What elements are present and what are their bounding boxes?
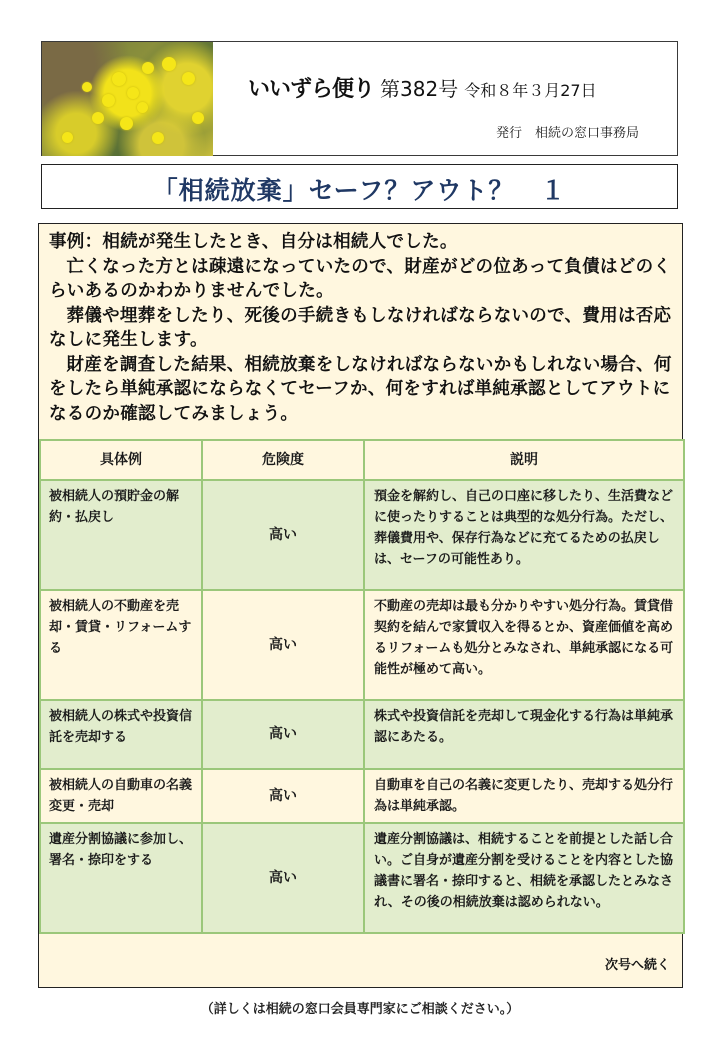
issue-date: 令和８年３月27日: [464, 81, 597, 100]
risk-cell: 高い: [202, 480, 364, 590]
risk-cell: 高い: [202, 700, 364, 769]
issue-number: 第382号: [380, 77, 459, 101]
description-cell: 株式や投資信託を売却して現金化する行為は単純承認にあたる。: [364, 700, 684, 769]
example-cell: 被相続人の預貯金の解約・払戻し: [40, 480, 202, 590]
article-title-box: [41, 164, 678, 209]
mimosa-photo: [42, 42, 213, 156]
example-cell: 遺産分割協議に参加し、署名・捺印をする: [40, 823, 202, 933]
footer-note: （詳しくは相続の窓口会員専門家にご相談ください。）: [200, 1002, 520, 1017]
table-row: [40, 769, 684, 823]
publication-title: [248, 72, 597, 103]
column-header-description: 説明: [364, 440, 684, 480]
table-header-row: [40, 440, 684, 480]
risk-cell: 高い: [202, 590, 364, 700]
column-header-example: 具体例: [40, 440, 202, 480]
risk-cell: 高い: [202, 769, 364, 823]
example-cell: 被相続人の自動車の名義変更・売却: [40, 769, 202, 823]
continued-next-issue: 次号へ続く: [604, 958, 670, 973]
example-cell: 被相続人の不動産を売却・賃貸・リフォームする: [40, 590, 202, 700]
intro-line: 事例：相続が発生したとき、自分は相続人でした。: [49, 232, 458, 252]
article-panel: [38, 223, 683, 988]
description-cell: 遺産分割協議は、相続することを前提とした話し合い。ご自身が遺産分割を受けることを内容とした協議書に署名・捺印すると、相続を承認したとみなされ、その後の相続放棄は認められない。: [364, 823, 684, 933]
description-cell: 自動車を自己の名義に変更したり、売却する処分行為は単純承認。: [364, 769, 684, 823]
table-row: [40, 480, 684, 590]
intro-line: 亡くなった方とは疎遠になっていたので、財産がどの位あって負債はどのくらいあるのかわかりませんでした。: [49, 256, 672, 301]
cases-table: [39, 439, 685, 934]
table-row: [40, 590, 684, 700]
column-header-risk: 危険度: [202, 440, 364, 480]
example-cell: 被相続人の株式や投資信託を売却する: [40, 700, 202, 769]
table-row: [40, 823, 684, 933]
intro-line: 葬儀や埋葬をしたり、死後の手続きもしなければならないので、費用は否応なしに発生します。: [49, 305, 672, 350]
article-title: 「相続放棄」セーフ？アウト？ １: [152, 176, 567, 205]
publisher: 発行 相続の窓口事務局: [495, 126, 639, 141]
description-cell: 預金を解約し、自己の口座に移したり、生活費などに使ったりすることは典型的な処分行為。ただし、葬儀費用や、保存行為などに充てるための払戻しは、セーフの可能性あり。: [364, 480, 684, 590]
description-cell: 不動産の売却は最も分かりやすい処分行為。賃貸借契約を結んで家賃収入を得るとか、資産価値を高めるリフォームも処分とみなされ、単純承認になる可能性が極めて高い。: [364, 590, 684, 700]
newsletter-header: [41, 41, 678, 156]
publication-name: いいずら便り: [248, 77, 375, 102]
risk-cell: 高い: [202, 823, 364, 933]
case-intro: [49, 230, 679, 426]
table-row: [40, 700, 684, 769]
intro-line: 財産を調査した結果、相続放棄をしなければならないかもしれない場合、何をしたら単純承認にならなくてセーフか、何をすれば単純承認としてアウトになるのか確認してみましょう。: [49, 354, 672, 424]
